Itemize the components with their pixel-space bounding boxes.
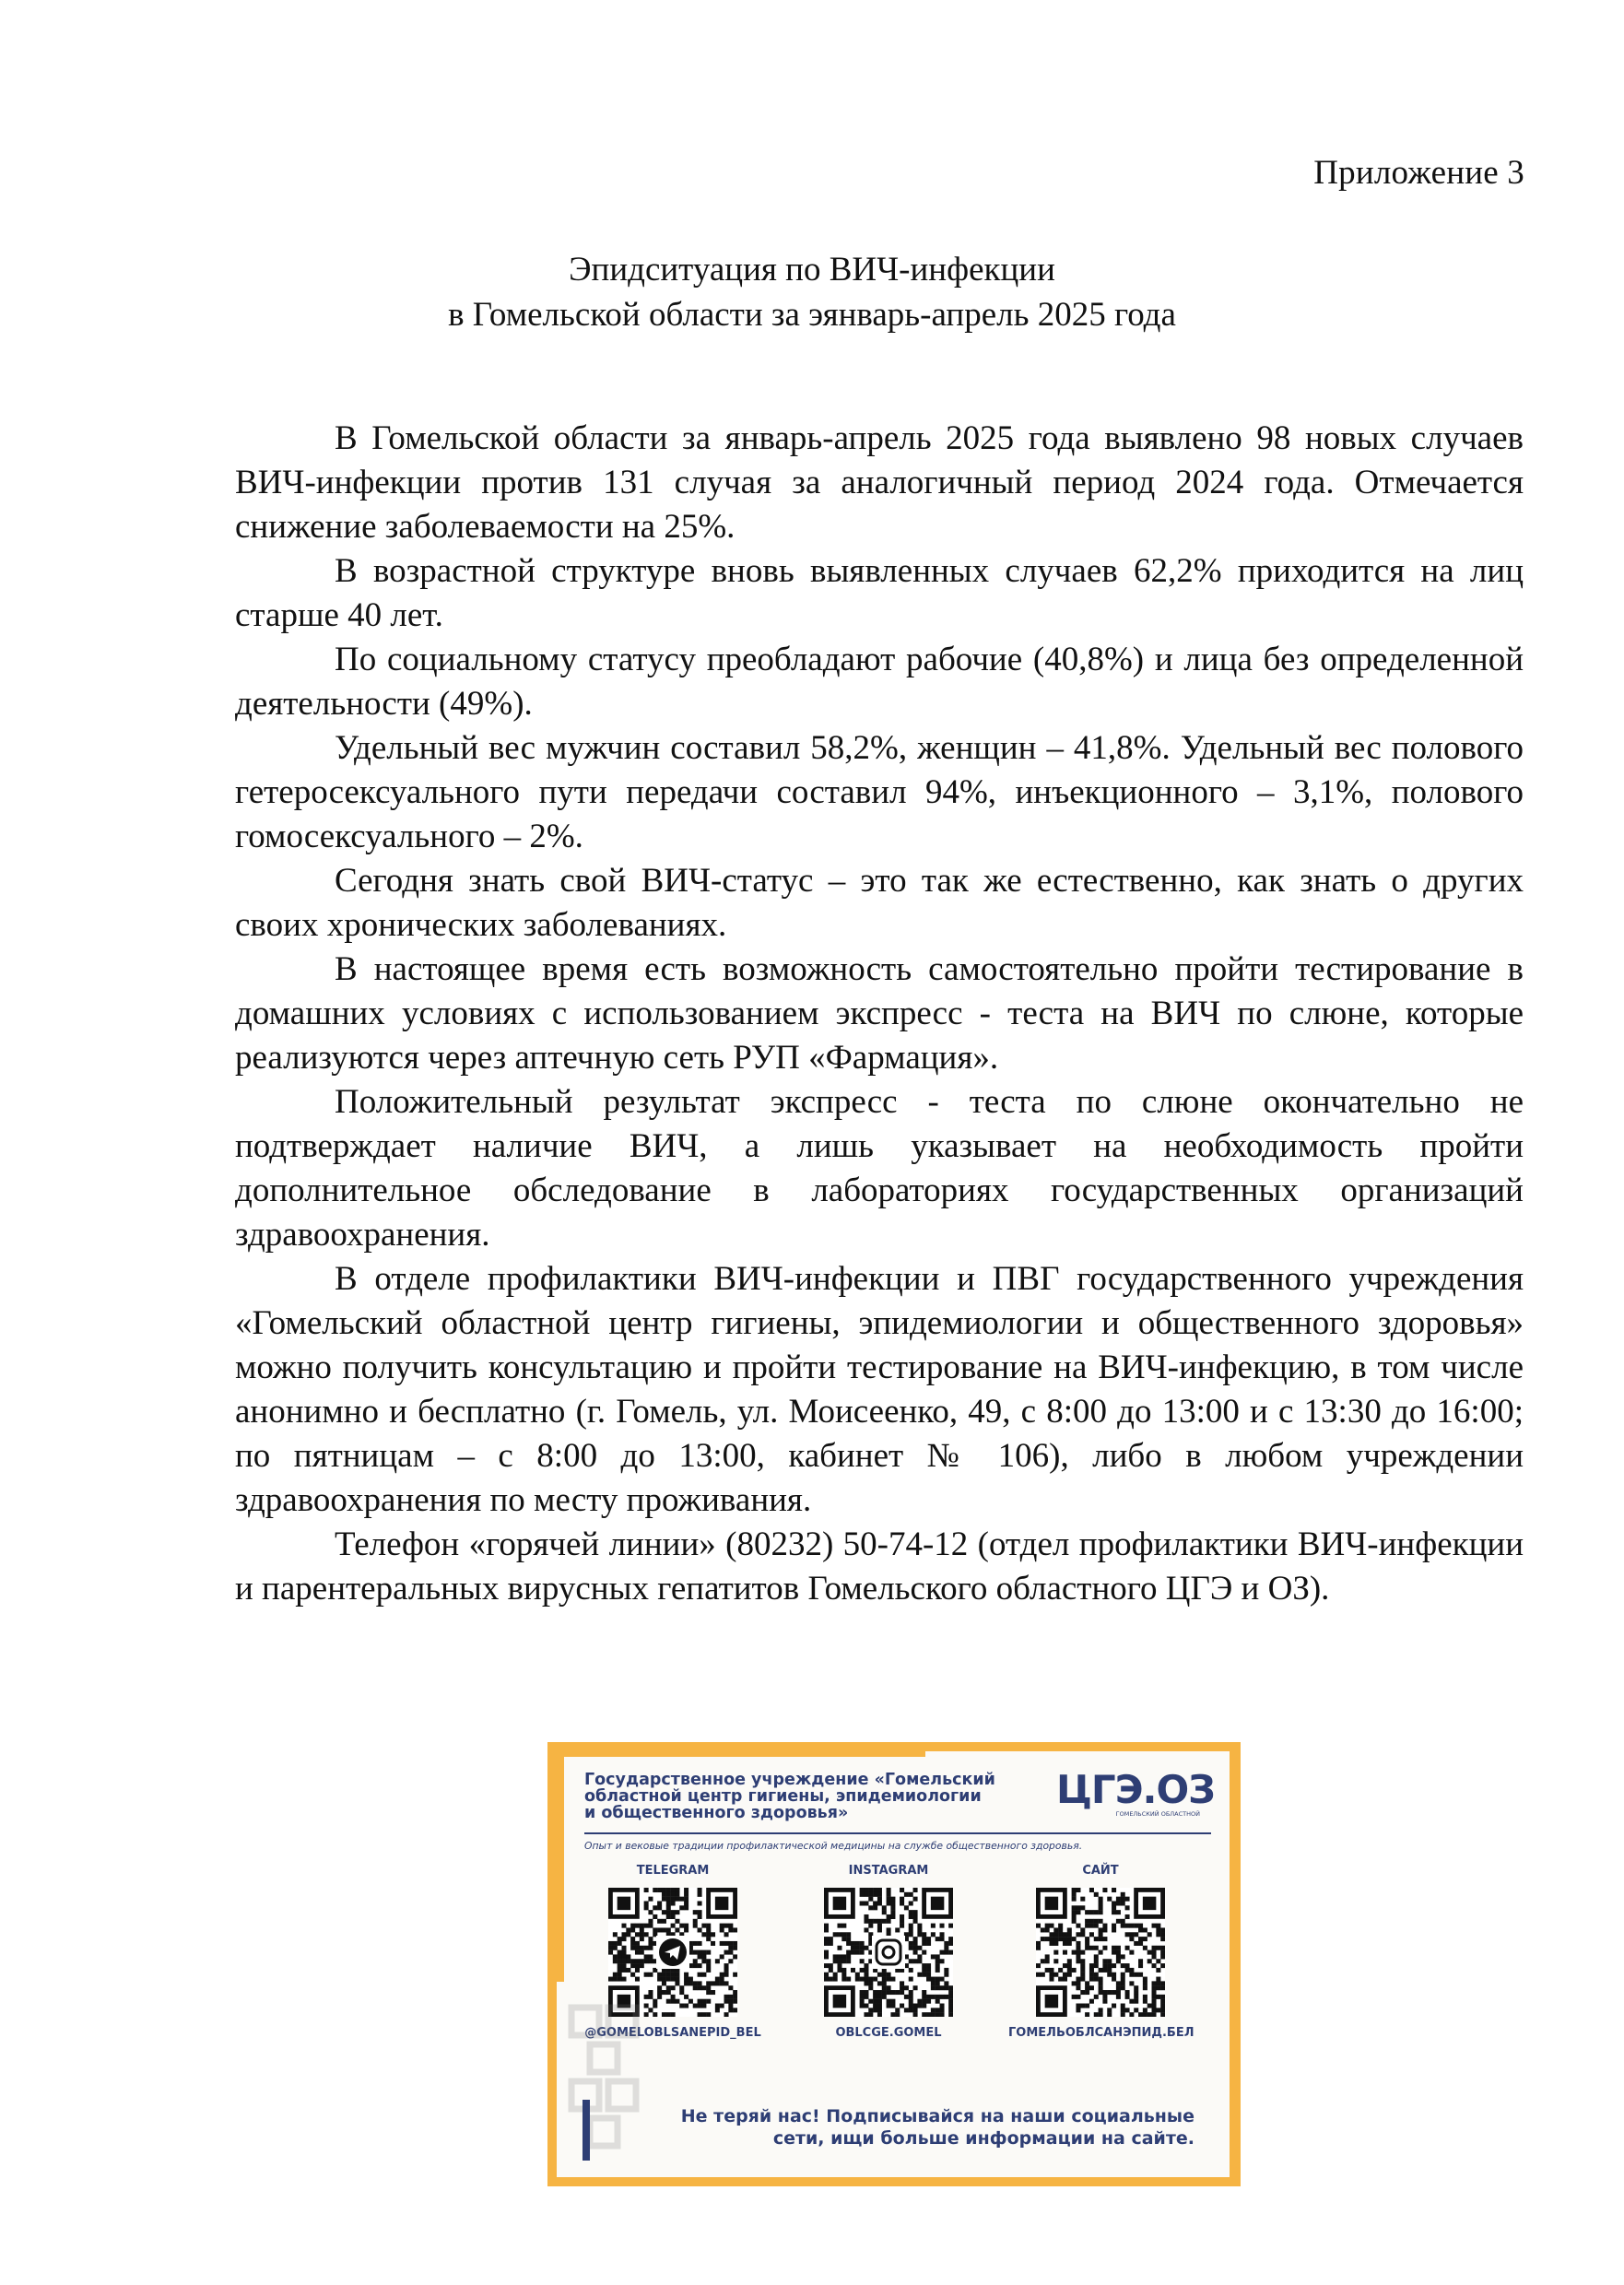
card-accent-top — [557, 1751, 925, 1757]
qr-title: TELEGRAM — [636, 1864, 710, 1878]
paragraph: Сегодня знать свой ВИЧ-статус – это так же естественно, как знать о других своих хронических заболеваниях. — [235, 862, 1524, 944]
paragraph: В отделе профилактики ВИЧ-инфекции и ПВГ государственного учреждения «Гомельский областной центр гигиены, эпидемиологии и общественного здоровья» можно получить консультацию и пройти тестирование на ВИЧ-инфекцию, в том числе анонимно и бесплатно (г. Гомель, ул. Моисеенко, 49, с 8:00 до 13:00 и с 13:30 до 16:00; по пятницам – с 8:00 до 13:00, кабинет № 106), либо в любом учреждении здравоохранения по месту проживания. — [235, 1260, 1524, 1519]
paragraph: В настоящее время есть возможность самостоятельно пройти тестирование в домашних условиях с использованием экспресс - теста на ВИЧ по слюне, которые реализуются через аптечную сеть РУП «Фармация». — [235, 950, 1524, 1077]
contact-card — [547, 1742, 1241, 2186]
footer-line-2: сети, ищи больше информации на сайте. — [772, 2128, 1194, 2149]
qr-caption[interactable]: OBLCGE.GOMEL — [835, 2026, 942, 2040]
paragraph: Удельный вес мужчин составил 58,2%, женщин – 41,8%. Удельный вес полового гетеросексуального пути передачи составил 94%, инъекционного – 3,1%, полового гомосексуального – 2%. — [235, 729, 1524, 855]
org-line-2: областной центр гигиены, эпидемиологии — [584, 1787, 982, 1806]
footer-banner — [583, 2100, 1209, 2161]
title-line-2: в Гомельской области за эянварь-апрель 2025 года — [448, 296, 1176, 334]
qr-caption[interactable]: ГОМЕЛЬОБЛСАНЭПИД.БЕЛ — [1008, 2026, 1194, 2040]
qr-site[interactable] — [1008, 1862, 1193, 2040]
logo-text: ЦГЭ.ОЗ — [1055, 1767, 1216, 1812]
qr-code[interactable] — [1036, 1888, 1165, 2017]
organization-name — [584, 1772, 1027, 1821]
paragraph: Положительный результат экспресс - теста по слюне окончательно не подтверждает наличие ВИЧ, а лишь указывает на необходимость пройти дополнительное обследование в лабораториях государственных организаций здравоохранения. — [235, 1083, 1524, 1254]
card-accent-left — [557, 1751, 564, 1982]
contact-card-inner — [557, 1751, 1230, 2177]
qr-caption[interactable]: @GOMELOBLSANEPID_BEL — [584, 2026, 761, 2040]
qr-title: САЙТ — [1082, 1864, 1119, 1878]
cge-logo — [1055, 1767, 1216, 1827]
paragraph: В Гомельской области за январь-апрель 2025 года выявлено 98 новых случаев ВИЧ-инфекции против 131 случая за аналогичный период 2024 года. Отмечается снижение заболеваемости на 25%. — [235, 419, 1524, 546]
appendix-label: Приложение 3 — [1313, 154, 1524, 192]
org-line-3: и общественного здоровья» — [584, 1804, 849, 1822]
title-line-1: Эпидситуация по ВИЧ-инфекции — [569, 251, 1055, 289]
document-body — [235, 417, 1524, 1611]
paragraph: По социальному статусу преобладают рабочие (40,8%) и лица без определенной деятельности (49%). — [235, 641, 1524, 723]
paragraph: В возрастной структуре вновь выявленных случаев 62,2% приходится на лиц старше 40 лет. — [235, 552, 1524, 634]
qr-instagram[interactable] — [796, 1862, 981, 2040]
logo-subtext: ГОМЕЛЬСКИЙ ОБЛАСТНОЙ — [1115, 1810, 1200, 1818]
document-title — [0, 247, 1624, 337]
slogan: Опыт и вековые традиции профилактической медицины на службе общественного здоровья. — [584, 1832, 1211, 1852]
org-line-1: Государственное учреждение «Гомельский — [584, 1771, 995, 1789]
qr-code[interactable] — [824, 1888, 953, 2017]
qr-title: INSTAGRAM — [848, 1864, 929, 1878]
footer-line-1: Не теряй нас! Подписывайся на наши социальные — [680, 2106, 1194, 2126]
paragraph: Телефон «горячей линии» (80232) 50-74-12 (отдел профилактики ВИЧ-инфекции и парентеральных вирусных гепатитов Гомельского областного ЦГЭ и ОЗ). — [235, 1525, 1524, 1608]
